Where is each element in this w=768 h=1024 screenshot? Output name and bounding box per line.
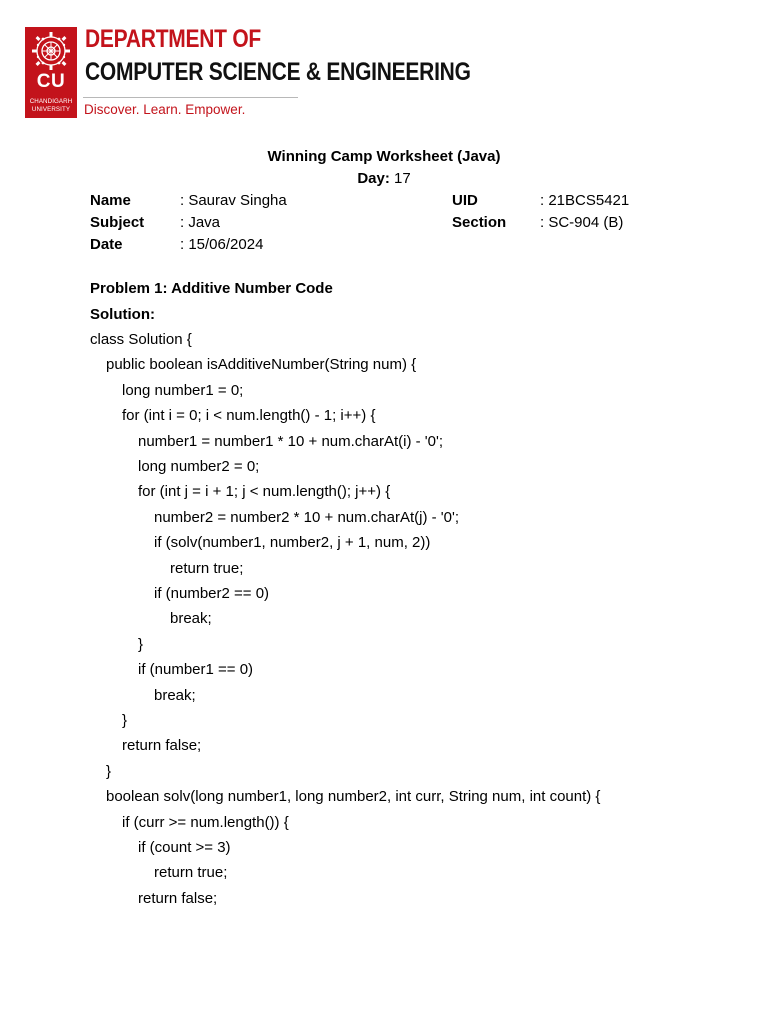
code-line: long number1 = 0; [122, 381, 244, 399]
code-line: class Solution { [90, 331, 192, 348]
day-label: Day: [357, 170, 390, 187]
section-value: : SC-904 (B) [540, 214, 624, 231]
section-label: Section [452, 214, 507, 231]
solution-label: Solution: [90, 306, 155, 323]
code-line: if (curr >= num.length()) { [122, 813, 289, 831]
date-label: Date [90, 236, 123, 253]
uid-label: UID [452, 192, 478, 209]
subject-label: Subject [90, 214, 145, 231]
code-line: break; [154, 686, 196, 704]
problem-title: Problem 1: Additive Number Code [90, 280, 333, 297]
header-divider [83, 97, 298, 98]
worksheet-title: Winning Camp Worksheet (Java) [267, 148, 501, 165]
code-line: if (number1 == 0) [138, 661, 254, 679]
code-line: } [122, 712, 128, 729]
cu-logo [25, 27, 77, 118]
code-line: public boolean isAdditiveNumber(String num) { [106, 356, 417, 374]
code-line: if (number2 == 0) [154, 585, 270, 602]
day-value: 17 [389, 170, 411, 187]
code-line: number2 = number2 * 10 + num.charAt(j) - '0'; [154, 508, 460, 526]
code-line: } [138, 635, 144, 653]
tagline: Discover. Learn. Empower. [84, 102, 246, 117]
code-line: if (solv(number1, number2, j + 1, num, 2)) [154, 534, 431, 552]
code-line: for (int i = 0; i < num.length() - 1; i++) { [122, 407, 376, 425]
logo-initials: CU [36, 71, 66, 92]
code-line: return true; [170, 559, 244, 577]
date-value: : 15/06/2024 [180, 236, 264, 253]
department-title-line-1: DEPARTMENT OF [85, 25, 262, 53]
uid-value: : 21BCS5421 [540, 192, 630, 209]
code-line: number1 = number1 * 10 + num.charAt(i) - '0'; [138, 432, 444, 450]
logo-university-line-2: UNIVERSITY [31, 105, 71, 113]
code-line: return false; [122, 737, 202, 755]
code-line: } [106, 762, 112, 780]
name-label: Name [90, 192, 131, 209]
code-line: long number2 = 0; [138, 458, 260, 475]
code-line: return true; [154, 864, 228, 882]
gear-icon [27, 29, 75, 73]
code-line: for (int j = i + 1; j < num.length(); j++) { [138, 483, 391, 501]
letterhead [25, 25, 471, 123]
department-title-line-2: COMPUTER SCIENCE & ENGINEERING [85, 58, 471, 86]
code-line: return false; [138, 889, 218, 907]
name-value: : Saurav Singha [180, 192, 287, 209]
code-line: if (count >= 3) [138, 839, 231, 856]
subject-value: : Java [180, 214, 221, 231]
code-line: boolean solv(long number1, long number2, int curr, String num, int count) { [106, 788, 601, 806]
logo-university-text [25, 98, 77, 113]
code-line: break; [170, 610, 212, 628]
logo-university-line-1: CHANDIGARH [29, 98, 73, 105]
day-line [0, 169, 768, 189]
